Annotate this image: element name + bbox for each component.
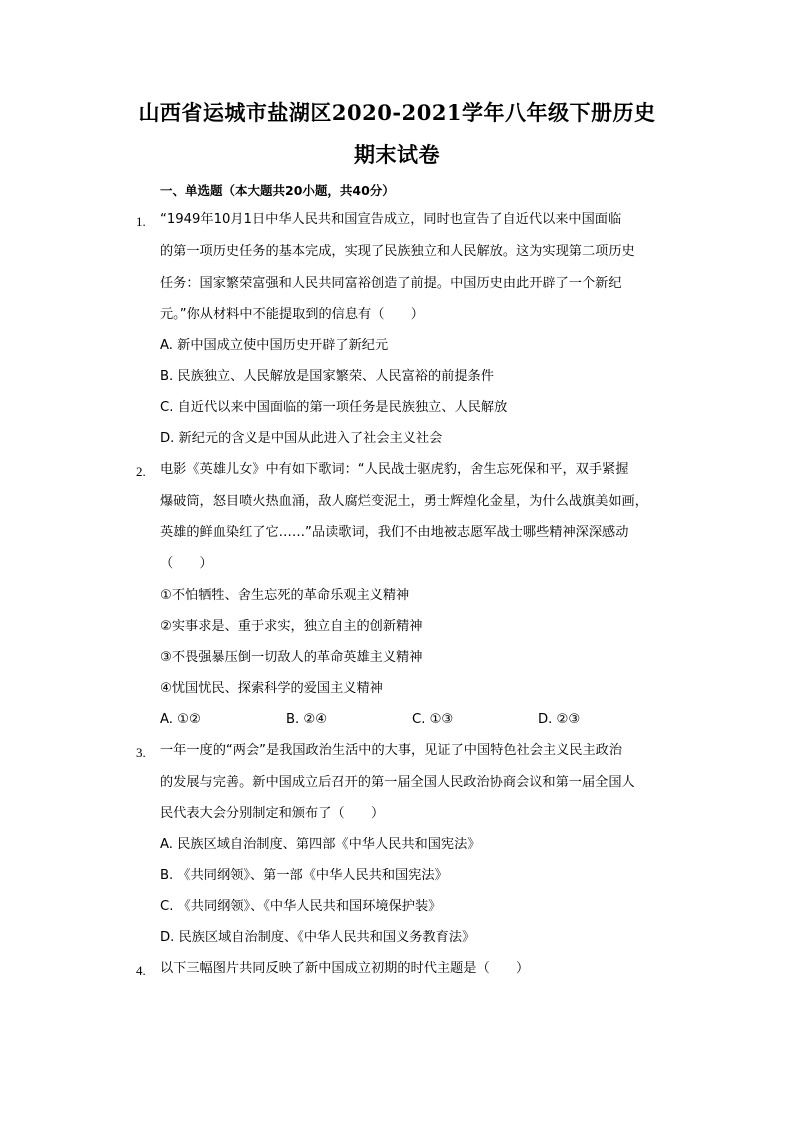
question-2-stem-line: （ ） xyxy=(160,556,213,571)
question-3-option-c[interactable]: C. 《共同纲领》、《中华人民共和国环境保护装》 xyxy=(160,899,442,914)
question-2-item: ④忧国忧民、探索科学的爱国主义精神 xyxy=(160,681,383,696)
question-1-stem-line: “1949年10月1日中华人民共和国宣告成立，同时也宣告了自近代以来中国面临 xyxy=(160,212,622,227)
question-2-option-a[interactable]: A. ①② xyxy=(160,712,201,727)
question-2-stem-line: 电影《英雄儿女》中有如下歌词：“人民战士驱虎豹，舍生忘死保和平，双手紧握 xyxy=(160,462,629,477)
question-3-option-b[interactable]: B. 《共同纲领》、第一部《中华人民共和国宪法》 xyxy=(160,868,448,883)
question-1-option-c[interactable]: C. 自近代以来中国面临的第一项任务是民族独立、人民解放 xyxy=(160,400,508,415)
question-2-option-d[interactable]: D. ②③ xyxy=(538,712,581,727)
question-2-item: ①不怕牺牲、舍生忘死的革命乐观主义精神 xyxy=(160,588,410,603)
question-1-option-d[interactable]: D. 新纪元的含义是中国从此进入了社会主义社会 xyxy=(160,431,443,446)
question-3-number: 3. xyxy=(136,745,146,760)
question-1-stem-line: 的第一项历史任务的基本完成，实现了民族独立和人民解放。这为实现第二项历史 xyxy=(160,244,635,259)
question-3-stem-line: 的发展与完善。新中国成立后召开的第一届全国人民政治协商会议和第一届全国人 xyxy=(160,775,635,790)
document-title-line-1: 山西省运城市盐湖区2020-2021学年八年级下册历史 xyxy=(138,100,656,125)
question-2-stem-line: 爆破筒，怒目喷火热血涌，敌人腐烂变泥土，勇士辉煌化金星，为什么战旗美如画， xyxy=(160,494,648,509)
section-heading: 一、单选题（本大题共20小题，共40分） xyxy=(160,183,395,198)
question-2-item: ②实事求是、重于求实，独立自主的创新精神 xyxy=(160,619,423,634)
question-4-number: 4. xyxy=(136,963,146,978)
question-2-stem-line: 英雄的鲜血染红了它……”品读歌词，我们不由地被志愿军战士哪些精神深深感动 xyxy=(160,525,629,540)
question-2-option-c[interactable]: C. ①③ xyxy=(412,712,454,727)
document-title-line-2: 期末试卷 xyxy=(354,142,440,167)
question-2-option-b[interactable]: B. ②④ xyxy=(286,712,328,727)
question-3-option-a[interactable]: A. 民族区域自治制度、第四部《中华人民共和国宪法》 xyxy=(160,837,481,852)
question-2-item: ③不畏强暴压倒一切敌人的革命英雄主义精神 xyxy=(160,650,423,665)
question-3-stem-line: 民代表大会分别制定和颁布了（ ） xyxy=(160,806,385,821)
question-1-number: 1. xyxy=(136,214,146,229)
question-1-stem-line: 任务：国家繁荣富强和人民共同富裕创造了前提。中国历史由此开辟了一个新纪 xyxy=(160,276,622,291)
question-1-option-b[interactable]: B. 民族独立、人民解放是国家繁荣、人民富裕的前提条件 xyxy=(160,369,494,384)
question-1-option-a[interactable]: A. 新中国成立使中国历史开辟了新纪元 xyxy=(160,338,389,353)
question-3-option-d[interactable]: D. 民族区域自治制度、《中华人民共和国义务教育法》 xyxy=(160,930,476,945)
question-3-stem-line: 一年一度的“两会”是我国政治生活中的大事，见证了中国特色社会主义民主政治 xyxy=(160,743,623,758)
question-4-stem-line: 以下三幅图片共同反映了新中国成立初期的时代主题是（ ） xyxy=(160,961,530,976)
question-2-number: 2. xyxy=(136,464,146,479)
question-1-stem-line: 元。”你从材料中不能提取到的信息有（ ） xyxy=(160,307,424,322)
